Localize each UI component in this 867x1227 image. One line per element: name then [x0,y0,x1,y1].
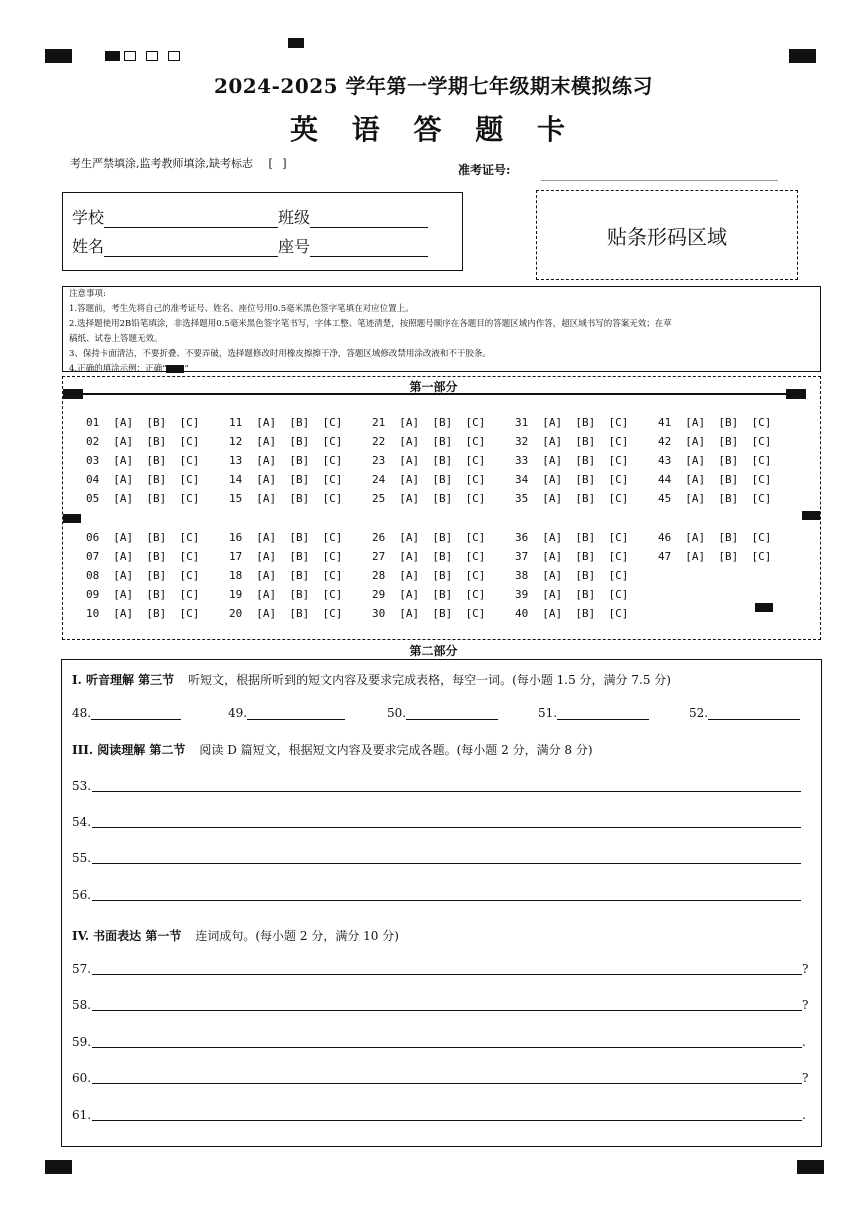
position-mark [789,49,816,63]
choice-item[interactable] [86,454,199,467]
question-number: 17 [229,550,243,563]
question-number: 22 [372,435,386,448]
choice-item[interactable] [515,531,628,544]
choice-item[interactable] [229,454,342,467]
answer-options[interactable]: [A] [B] [C] [685,416,772,429]
sentence-end-mark: ? [802,1071,809,1085]
notice-line: 2.选择题使用2B铅笔填涂，非选择题用0.5毫米黑色签字笔书写，字体工整、笔迹清楚，按照题号顺序在各题目的答题区域内作答，超区域书写的答案无效；在草 [69,319,672,329]
absent-note-text: 考生严禁填涂,监考教师填涂,缺考标志 [70,157,253,170]
question-number: 59. [72,1035,92,1049]
blank-line[interactable] [406,707,498,720]
position-mark-box [146,51,158,61]
section-label: IV. 书面表达 第一节 [72,929,182,943]
choice-item[interactable] [658,454,771,467]
answer-options[interactable]: [A] [B] [C] [256,454,343,467]
choice-item[interactable] [372,492,485,505]
question-number: 30 [372,607,386,620]
position-mark [802,511,820,520]
question-number: 38 [515,569,529,582]
answer-options[interactable]: [A] [B] [C] [113,531,200,544]
question-number: 35 [515,492,529,505]
section-label: III. 阅读理解 第二节 [72,743,186,757]
question-number: 57. [72,962,92,976]
question-number: 47 [658,550,672,563]
choice-item[interactable] [372,588,485,601]
answer-options[interactable]: [A] [B] [C] [542,492,629,505]
answer-options[interactable]: [A] [B] [C] [256,607,343,620]
question-number: 09 [86,588,100,601]
question-number: 10 [86,607,100,620]
section-label: I. 听音理解 第三节 [72,673,175,687]
sentence-end-mark: ? [802,998,809,1012]
answer-options[interactable]: [A] [B] [C] [399,607,486,620]
question-number: 32 [515,435,529,448]
answer-underline[interactable] [92,1071,802,1084]
question-number: 43 [658,454,672,467]
question-number: 33 [515,454,529,467]
answer-options[interactable]: [A] [B] [C] [113,473,200,486]
answer-options[interactable]: [A] [B] [C] [256,588,343,601]
question-number: 40 [515,607,529,620]
part1-title: 第一部分 [409,380,458,394]
answer-options[interactable]: [A] [B] [C] [399,416,486,429]
choice-item[interactable] [372,454,485,467]
section-writing-header [72,927,399,944]
choice-item[interactable] [658,550,771,563]
question-number: 14 [229,473,243,486]
position-mark [63,514,81,523]
answer-options[interactable]: [A] [B] [C] [113,550,200,563]
answer-options[interactable]: [A] [B] [C] [399,531,486,544]
answer-options[interactable]: [A] [B] [C] [542,416,629,429]
answer-underline[interactable] [92,851,801,864]
section-desc: 连词成句。(每小题 2 分，满分 10 分) [195,929,399,943]
choice-item[interactable] [658,473,771,486]
question-number: 34 [515,473,529,486]
answer-options[interactable]: [A] [B] [C] [113,607,200,620]
answer-options[interactable]: [A] [B] [C] [685,550,772,563]
answer-options[interactable]: [A] [B] [C] [113,435,200,448]
choice-item[interactable] [86,473,199,486]
answer-options[interactable]: [A] [B] [C] [399,588,486,601]
question-number: 03 [86,454,100,467]
exam-number-label: 准考证号: [458,163,511,177]
answer-line[interactable] [72,998,812,1014]
answer-options[interactable]: [A] [B] [C] [113,492,200,505]
answer-options[interactable]: [A] [B] [C] [685,473,772,486]
blank-number: 52. [689,706,709,720]
question-number: 58. [72,998,92,1012]
class-label: 班级 [278,208,311,227]
choice-item[interactable] [86,550,199,563]
position-mark [63,389,83,399]
question-number: 28 [372,569,386,582]
choice-item[interactable] [86,569,199,582]
answer-options[interactable]: [A] [B] [C] [113,416,200,429]
blank-number: 48. [72,706,92,720]
exam-title: 2024-2025 学年第一学期七年级期末模拟练习 [213,74,654,98]
choice-item[interactable] [372,569,485,582]
question-number: 05 [86,492,100,505]
question-number: 08 [86,569,100,582]
answer-options[interactable]: [A] [B] [C] [542,588,629,601]
part1-rule [82,393,788,395]
section-reading-header [72,741,593,758]
position-mark [797,1160,824,1174]
answer-line[interactable] [72,851,812,867]
answer-line[interactable] [72,962,812,978]
answer-options[interactable]: [A] [B] [C] [685,454,772,467]
choice-item[interactable] [229,607,342,620]
answer-options[interactable]: [A] [B] [C] [685,435,772,448]
question-number: 18 [229,569,243,582]
exam-number-line[interactable] [541,180,778,181]
part2-title: 第二部分 [409,644,458,658]
choice-item[interactable] [86,492,199,505]
question-number: 04 [86,473,100,486]
answer-options[interactable]: [A] [B] [C] [685,492,772,505]
answer-underline[interactable] [92,815,801,828]
section-listening-header [72,671,671,688]
seat-label: 座号 [278,237,311,256]
answer-options[interactable]: [A] [B] [C] [256,416,343,429]
question-number: 37 [515,550,529,563]
choice-item[interactable] [86,435,199,448]
question-number: 61. [72,1108,92,1122]
blank-line[interactable] [708,707,800,720]
answer-options[interactable]: [A] [B] [C] [542,550,629,563]
answer-options[interactable]: [A] [B] [C] [113,569,200,582]
blank-item[interactable] [387,706,498,720]
question-number: 21 [372,416,386,429]
question-number: 55. [72,851,92,865]
question-number: 23 [372,454,386,467]
choice-item[interactable] [658,492,771,505]
choice-item[interactable] [229,473,342,486]
choice-item[interactable] [658,435,771,448]
question-number: 01 [86,416,100,429]
question-number: 02 [86,435,100,448]
answer-options[interactable]: [A] [B] [C] [399,550,486,563]
choice-item[interactable] [372,416,485,429]
question-number: 56. [72,888,92,902]
choice-item[interactable] [229,492,342,505]
choice-item[interactable] [86,607,199,620]
notice-line: 4.正确的填涂示例：正确“ ” [69,364,189,374]
position-mark [45,1160,72,1174]
answer-options[interactable]: [A] [B] [C] [542,473,629,486]
answer-options[interactable]: [A] [B] [C] [685,531,772,544]
choice-item[interactable] [515,588,628,601]
answer-options[interactable]: [A] [B] [C] [256,531,343,544]
choice-item[interactable] [86,531,199,544]
sentence-end-mark: ? [802,962,809,976]
seat-field[interactable] [310,240,428,257]
question-number: 27 [372,550,386,563]
barcode-area[interactable] [536,190,798,280]
question-number: 54. [72,815,92,829]
question-number: 15 [229,492,243,505]
question-number: 24 [372,473,386,486]
position-mark [288,38,304,48]
question-number: 44 [658,473,672,486]
position-mark [786,389,806,399]
answer-options[interactable]: [A] [B] [C] [399,435,486,448]
answer-underline[interactable] [92,998,802,1011]
barcode-label: 贴条形码区域 [607,224,727,249]
choice-item[interactable] [229,588,342,601]
choice-item[interactable] [86,416,199,429]
position-mark-box [124,51,136,61]
blank-item[interactable] [72,706,181,720]
choice-item[interactable] [515,454,628,467]
notice-title: 注意事项: [69,289,106,299]
question-number: 31 [515,416,529,429]
position-mark [755,603,773,612]
school-field[interactable] [104,211,278,228]
choice-item[interactable] [229,416,342,429]
question-number: 20 [229,607,243,620]
answer-options[interactable]: [A] [B] [C] [542,454,629,467]
answer-line[interactable] [72,779,812,795]
question-number: 29 [372,588,386,601]
answer-line[interactable] [72,815,812,831]
notice-line: 3、保持卡面清洁，不要折叠、不要弄破，选择题修改时用橡皮擦擦干净，答题区域修改禁用涂改液和不干胶条。 [69,349,491,359]
answer-options[interactable]: [A] [B] [C] [256,550,343,563]
choice-item[interactable] [515,492,628,505]
question-number: 39 [515,588,529,601]
blank-line[interactable] [557,707,649,720]
choice-item[interactable] [658,416,771,429]
choice-item[interactable] [372,435,485,448]
question-number: 25 [372,492,386,505]
question-number: 26 [372,531,386,544]
answer-options[interactable]: [A] [B] [C] [399,454,486,467]
answer-line[interactable] [72,1108,812,1124]
choice-item[interactable] [515,473,628,486]
notice-line: 1.答题前，考生先将自己的准考证号、姓名、座位号用0.5毫米黑色签字笔填在对应位置上。 [69,304,414,314]
question-number: 19 [229,588,243,601]
choice-item[interactable] [515,416,628,429]
answer-options[interactable]: [A] [B] [C] [399,473,486,486]
question-number: 07 [86,550,100,563]
answer-options[interactable]: [A] [B] [C] [113,454,200,467]
answer-options[interactable]: [A] [B] [C] [256,473,343,486]
choice-item[interactable] [515,550,628,563]
question-number: 12 [229,435,243,448]
answer-line[interactable] [72,888,812,904]
choice-item[interactable] [658,531,771,544]
question-number: 46 [658,531,672,544]
absent-checkbox[interactable]: [ ] [268,157,287,170]
position-mark-box [168,51,180,61]
answer-underline[interactable] [92,962,802,975]
question-number: 13 [229,454,243,467]
choice-item[interactable] [229,569,342,582]
name-label: 姓名 [72,237,105,256]
answer-options[interactable]: [A] [B] [C] [256,435,343,448]
class-field[interactable] [310,211,428,228]
blank-number: 49. [228,706,248,720]
answer-options[interactable]: [A] [B] [C] [542,435,629,448]
question-number: 41 [658,416,672,429]
answer-options[interactable]: [A] [B] [C] [542,569,629,582]
answer-line[interactable] [72,1071,812,1087]
blank-item[interactable] [689,706,800,720]
section-desc: 听短文，根据所听到的短文内容及要求完成表格，每空一词。(每小题 1.5 分，满分 7.5 分) [188,673,671,687]
choice-item[interactable] [515,435,628,448]
answer-options[interactable]: [A] [B] [C] [256,492,343,505]
question-number: 06 [86,531,100,544]
blank-line[interactable] [247,707,345,720]
name-field[interactable] [104,240,278,257]
choice-item[interactable] [515,569,628,582]
blank-item[interactable] [538,706,649,720]
absent-note [70,155,287,171]
blank-item[interactable] [228,706,345,720]
answer-options[interactable]: [A] [B] [C] [399,492,486,505]
choice-item[interactable] [229,550,342,563]
choice-item[interactable] [86,588,199,601]
answer-options[interactable]: [A] [B] [C] [542,607,629,620]
position-mark [105,51,120,61]
choice-item[interactable] [372,473,485,486]
fill-sample-mark [166,365,184,373]
notice-line: 稿纸、试卷上答题无效。 [69,334,163,344]
choice-item[interactable] [372,531,485,544]
school-label: 学校 [72,208,105,227]
sentence-end-mark: . [802,1108,806,1122]
answer-line[interactable] [72,1035,812,1051]
question-number: 45 [658,492,672,505]
answer-options[interactable]: [A] [B] [C] [542,531,629,544]
answer-options[interactable]: [A] [B] [C] [113,588,200,601]
question-number: 60. [72,1071,92,1085]
answer-underline[interactable] [92,888,801,901]
notice-box [62,286,821,372]
choice-item[interactable] [372,607,485,620]
blank-line[interactable] [91,707,181,720]
answer-underline[interactable] [92,1108,802,1121]
question-number: 53. [72,779,92,793]
choice-item[interactable] [372,550,485,563]
question-number: 16 [229,531,243,544]
choice-item[interactable] [515,607,628,620]
position-mark [45,49,72,63]
answer-options[interactable]: [A] [B] [C] [256,569,343,582]
blank-number: 51. [538,706,558,720]
question-number: 11 [229,416,243,429]
answer-underline[interactable] [92,1035,802,1048]
choice-item[interactable] [229,531,342,544]
question-number: 42 [658,435,672,448]
blank-number: 50. [387,706,407,720]
student-info-box [62,192,463,271]
choice-item[interactable] [229,435,342,448]
section-desc: 阅读 D 篇短文，根据短文内容及要求完成各题。(每小题 2 分，满分 8 分) [199,743,593,757]
answer-underline[interactable] [92,779,801,792]
question-number: 36 [515,531,529,544]
sentence-end-mark: . [802,1035,806,1049]
card-title: 英 语 答 题 卡 [290,113,577,146]
answer-options[interactable]: [A] [B] [C] [399,569,486,582]
